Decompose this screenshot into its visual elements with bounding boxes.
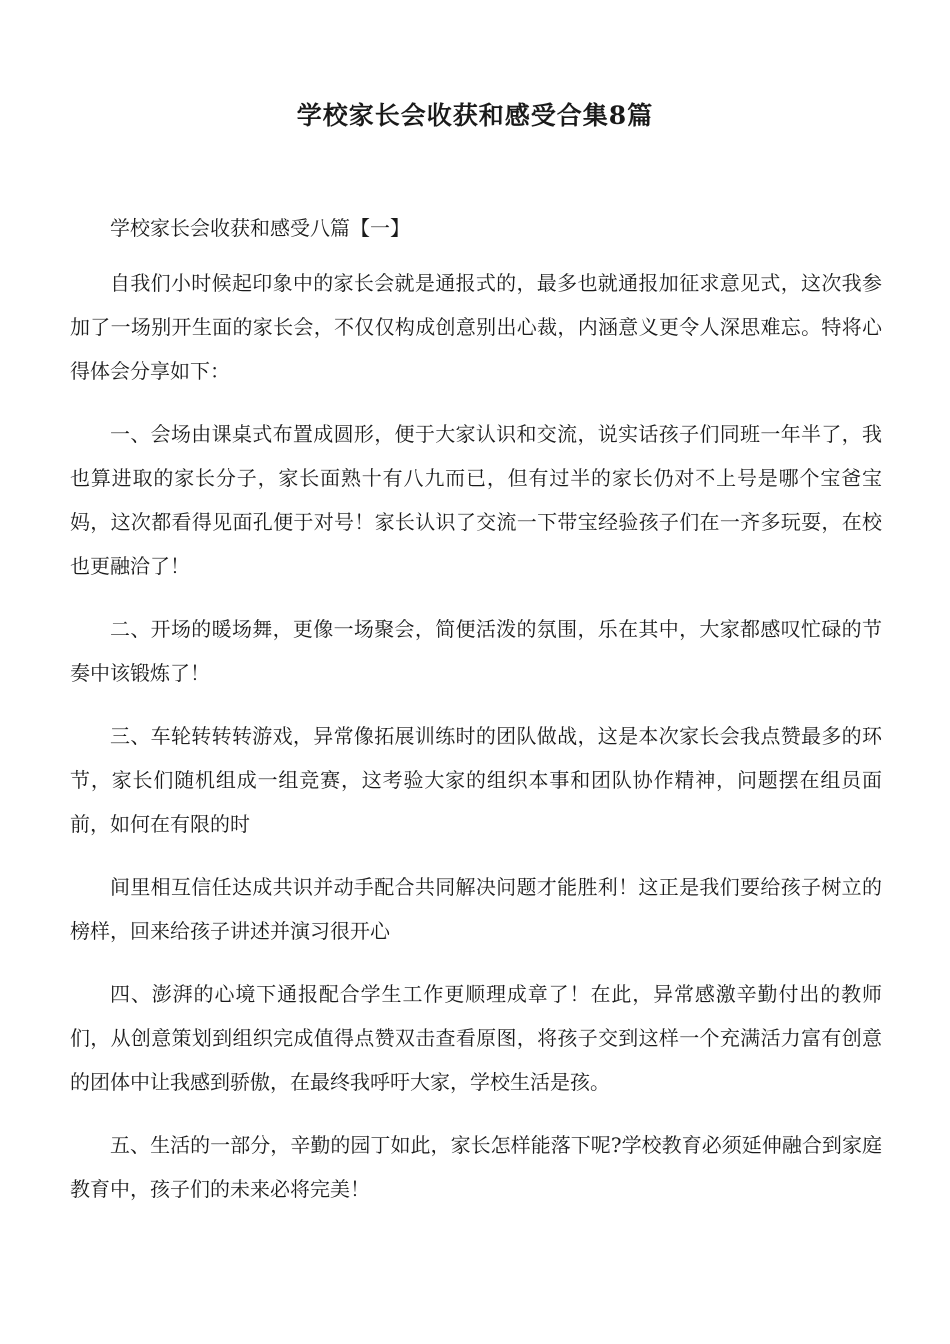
paragraph-point-3-continued: 间里相互信任达成共识并动手配合共同解决问题才能胜利！这正是我们要给孩子树立的榜样，回来给孩子讲述并演习很开心 (70, 875, 882, 943)
paragraph-point-1: 一、会场由课桌式布置成圆形，便于大家认识和交流，说实话孩子们同班一年半了，我也算进取的家长分子，家长面熟十有八九而已，但有过半的家长仍对不上号是哪个宝爸宝妈，这次都看得见面孔便于对号！家长认识了交流一下带宝经验孩子们在一齐多玩耍，在校也更融洽了！ (70, 422, 882, 578)
section-heading: 学校家长会收获和感受八篇【一】 (110, 216, 410, 240)
paragraph-point-3: 三、车轮转转转游戏，异常像拓展训练时的团队做战，这是本次家长会我点赞最多的环节，家长们随机组成一组竞赛，这考验大家的组织本事和团队协作精神，问题摆在组员面前，如何在有限的时 (70, 724, 882, 836)
paragraph-intro: 自我们小时候起印象中的家长会就是通报式的，最多也就通报加征求意见式，这次我参加了一场别开生面的家长会，不仅仅构成创意别出心裁，内涵意义更令人深思难忘。特将心得体会分享如下： (70, 271, 882, 383)
document-title: 学校家长会收获和感受合集8篇 (296, 101, 654, 130)
paragraph-point-5: 五、生活的一部分，辛勤的园丁如此，家长怎样能落下呢?学校教育必须延伸融合到家庭教育中，孩子们的未来必将完美！ (70, 1133, 882, 1201)
paragraph-point-2: 二、开场的暖场舞，更像一场聚会，简便活泼的氛围，乐在其中，大家都感叹忙碌的节奏中该锻炼了！ (70, 617, 882, 685)
document-body (70, 208, 882, 1230)
paragraph-point-4: 四、澎湃的心境下通报配合学生工作更顺理成章了！在此，异常感激辛勤付出的教师们，从创意策划到组织完成值得点赞双击查看原图，将孩子交到这样一个充满活力富有创意的团体中让我感到骄傲，在最终我呼吁大家，学校生活是孩。 (70, 982, 882, 1094)
